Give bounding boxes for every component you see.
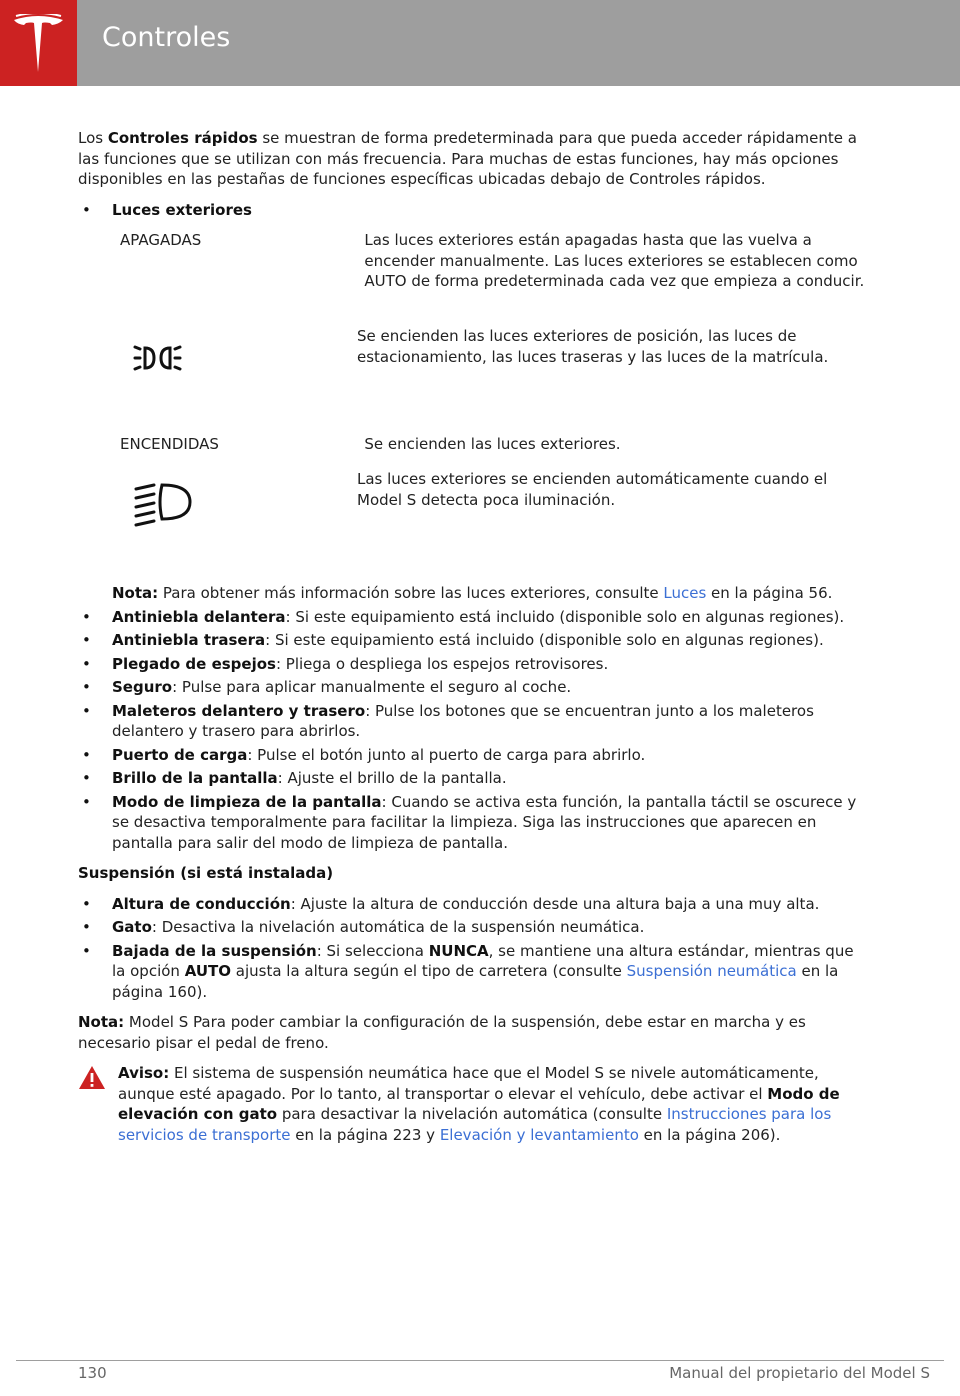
list-item: • Modo de limpieza de la pantalla: Cuando se activa esta función, la pantalla táctil se oscurece y se desactiva temporalmente para facilitar la limpieza. Siga las instrucciones que aparecen en pantalla para salir del modo de limpieza de pantalla. xyxy=(78,792,868,854)
warning-box xyxy=(78,1063,868,1145)
suspension-heading: Suspensión (si está instalada) xyxy=(78,864,334,882)
lights-link[interactable]: Luces xyxy=(663,584,707,602)
page-header xyxy=(0,0,960,86)
quick-controls-list xyxy=(78,607,868,854)
lights-option-off: APAGADAS xyxy=(120,231,202,249)
list-item: • Plegado de espejos: Pliega o despliega los espejos retrovisores. xyxy=(78,654,868,675)
intro-paragraph: Los Controles rápidos se muestran de forma predeterminada para que pueda acceder rápidamente a las funciones que se utilizan con más frecuencia. Para muchas de estas funciones, hay más opciones disponibles en las pestañas de funciones específicas ubicadas debajo de Controles rápidos. xyxy=(78,129,857,188)
list-item: • Altura de conducción: Ajuste la altura de conducción desde una altura baja a una muy alta. xyxy=(78,894,868,915)
lights-desc-parking: Se encienden las luces exteriores de posición, las luces de estacionamiento, las luces traseras y las luces de la matrícula. xyxy=(357,327,829,366)
parking-lights-icon xyxy=(132,340,192,376)
lights-desc-auto: Las luces exteriores se encienden automáticamente cuando el Model S detecta poca iluminación. xyxy=(357,470,828,509)
list-item: • Puerto de carga: Pulse el botón junto al puerto de carga para abrirlo. xyxy=(78,745,868,766)
exterior-lights-note: Nota: Para obtener más información sobre las luces exteriores, consulte Luces en la página 56. xyxy=(112,584,833,602)
footer-divider xyxy=(16,1360,944,1361)
transport-instructions-link[interactable]: Instrucciones para los servicios de transporte xyxy=(118,1105,832,1144)
jacking-lifting-link[interactable]: Elevación y levantamiento xyxy=(439,1125,639,1144)
exterior-lights-heading: • Luces exteriores xyxy=(78,200,868,221)
lights-row-auto xyxy=(112,469,868,583)
suspension-list xyxy=(78,894,868,1003)
list-item: • Bajada de la suspensión: Si selecciona NUNCA, se mantiene una altura estándar, mientras que la opción AUTO ajusta la altura según el tipo de carretera (consulte Suspensión neumática en la página 160). xyxy=(78,941,868,1003)
tesla-logo xyxy=(0,0,77,86)
manual-title: Manual del propietario del Model S xyxy=(669,1364,930,1382)
lights-option-on: ENCENDIDAS xyxy=(120,435,219,453)
lights-row-off xyxy=(112,230,868,326)
tesla-logo-icon xyxy=(12,14,65,72)
air-suspension-link[interactable]: Suspensión neumática xyxy=(626,962,797,980)
main-content xyxy=(78,128,868,1145)
lights-row-parking xyxy=(112,326,868,434)
headlights-auto-icon xyxy=(132,477,196,529)
page-title: Controles xyxy=(102,22,231,53)
lights-row-on xyxy=(112,434,868,469)
list-item: • Seguro: Pulse para aplicar manualmente el seguro al coche. xyxy=(78,677,868,698)
list-item: • Gato: Desactiva la nivelación automática de la suspensión neumática. xyxy=(78,917,868,938)
lights-desc-on: Se encienden las luces exteriores. xyxy=(364,435,621,453)
list-item: • Antiniebla trasera: Si este equipamiento está incluido (disponible solo en algunas regiones). xyxy=(78,630,868,651)
exterior-lights-table xyxy=(112,230,868,583)
page-number: 130 xyxy=(78,1364,107,1382)
lights-desc-off: Las luces exteriores están apagadas hasta que las vuelva a encender manualmente. Las luces exteriores se establecen como AUTO de forma predeterminada cada vez que empieza a conducir. xyxy=(364,231,865,290)
list-item: • Brillo de la pantalla: Ajuste el brillo de la pantalla. xyxy=(78,768,868,789)
warning-icon xyxy=(78,1065,106,1090)
suspension-note: Nota: Model S Para poder cambiar la configuración de la suspensión, debe estar en marcha y es necesario pisar el pedal de freno. xyxy=(78,1013,806,1052)
list-item: • Antiniebla delantera: Si este equipamiento está incluido (disponible solo en algunas regiones). xyxy=(78,607,868,628)
warning-text: Aviso: El sistema de suspensión neumática hace que el Model S se nivele automáticamente, aunque esté apagado. Por lo tanto, al transportar o elevar el vehículo, debe activar el Modo de elevación con gato para desactivar la nivelación automática (consulte Instrucciones para los servicios de transporte en la página 223 y Elevación y levantamiento en la página 206). xyxy=(118,1064,840,1144)
list-item: • Maleteros delantero y trasero: Pulse los botones que se encuentran junto a los maleteros delantero y trasero para abrirlos. xyxy=(78,701,868,742)
